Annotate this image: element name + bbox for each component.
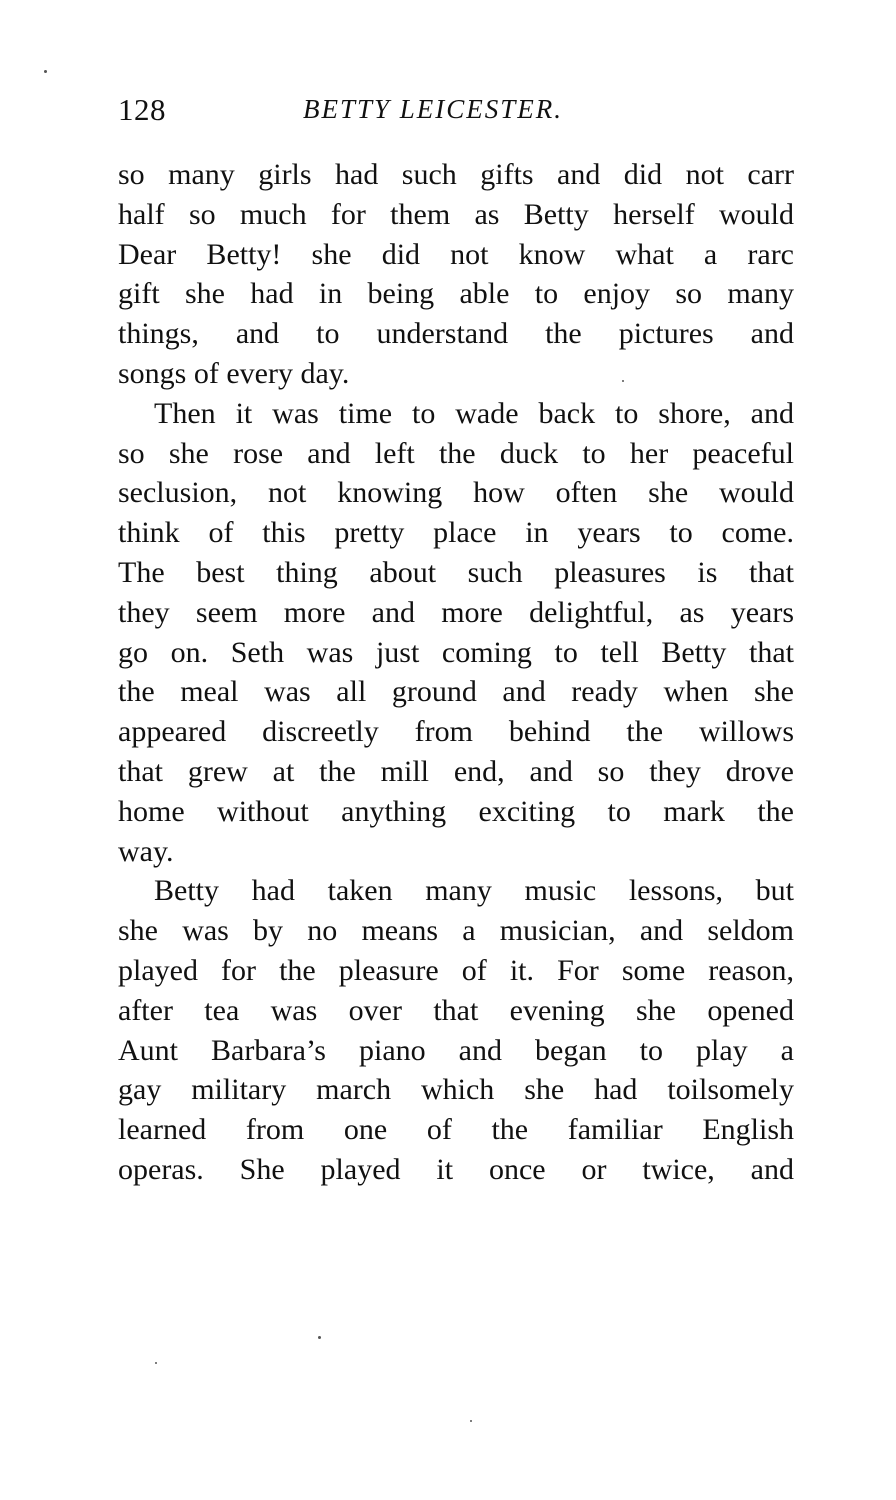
text-line: think of this pretty place in years to come. <box>118 516 794 550</box>
text-line: seclusion, not knowing how often she would <box>118 476 794 510</box>
page-header <box>118 92 798 136</box>
scan-speck <box>318 1336 321 1339</box>
text-line: that grew at the mill end, and so they drove <box>118 754 794 788</box>
text-line: things, and to understand the pictures and <box>118 317 794 351</box>
text-line: home without anything exciting to mark the <box>118 794 794 828</box>
text-line: they seem more and more delightful, as years <box>118 595 794 629</box>
text-line: she was by no means a musician, and seldom <box>118 914 794 948</box>
body-text <box>118 155 794 1190</box>
paragraph <box>118 394 794 872</box>
scan-speck <box>155 1362 157 1364</box>
scan-speck <box>622 380 624 382</box>
text-line: The best thing about such pleasures is that <box>118 555 794 589</box>
paragraph <box>118 155 794 394</box>
text-line: Then it was time to wade back to shore, and <box>154 396 794 430</box>
text-line: way. <box>118 834 174 868</box>
text-line: after tea was over that evening she opened <box>118 993 794 1027</box>
paragraph <box>118 871 794 1189</box>
page-number: 128 <box>118 92 166 127</box>
text-line: learned from one of the familiar English <box>118 1113 794 1147</box>
text-line: Dear Betty! she did not know what a rarc <box>118 237 794 271</box>
text-line: songs of every day. <box>118 356 350 390</box>
text-line: gay military march which she had toilsomely <box>118 1073 794 1107</box>
text-line: gift she had in being able to enjoy so many <box>118 277 794 311</box>
text-line: operas. She played it once or twice, and <box>118 1152 794 1186</box>
text-line: appeared discreetly from behind the willows <box>118 715 794 749</box>
text-line: the meal was all ground and ready when she <box>118 675 794 709</box>
text-line: played for the pleasure of it. For some reason, <box>118 953 794 987</box>
text-line: Aunt Barbara’s piano and began to play a <box>118 1033 794 1067</box>
text-line: so many girls had such gifts and did not carr <box>118 158 794 191</box>
text-line: Betty had taken many music lessons, but <box>154 874 794 908</box>
running-title: BETTY LEICESTER. <box>303 94 564 124</box>
text-line: go on. Seth was just coming to tell Betty that <box>118 635 794 669</box>
text-line: half so much for them as Betty herself would <box>118 197 794 231</box>
scan-speck <box>470 1420 472 1422</box>
scan-speck <box>44 70 47 73</box>
text-line: so she rose and left the duck to her peaceful <box>118 436 794 470</box>
